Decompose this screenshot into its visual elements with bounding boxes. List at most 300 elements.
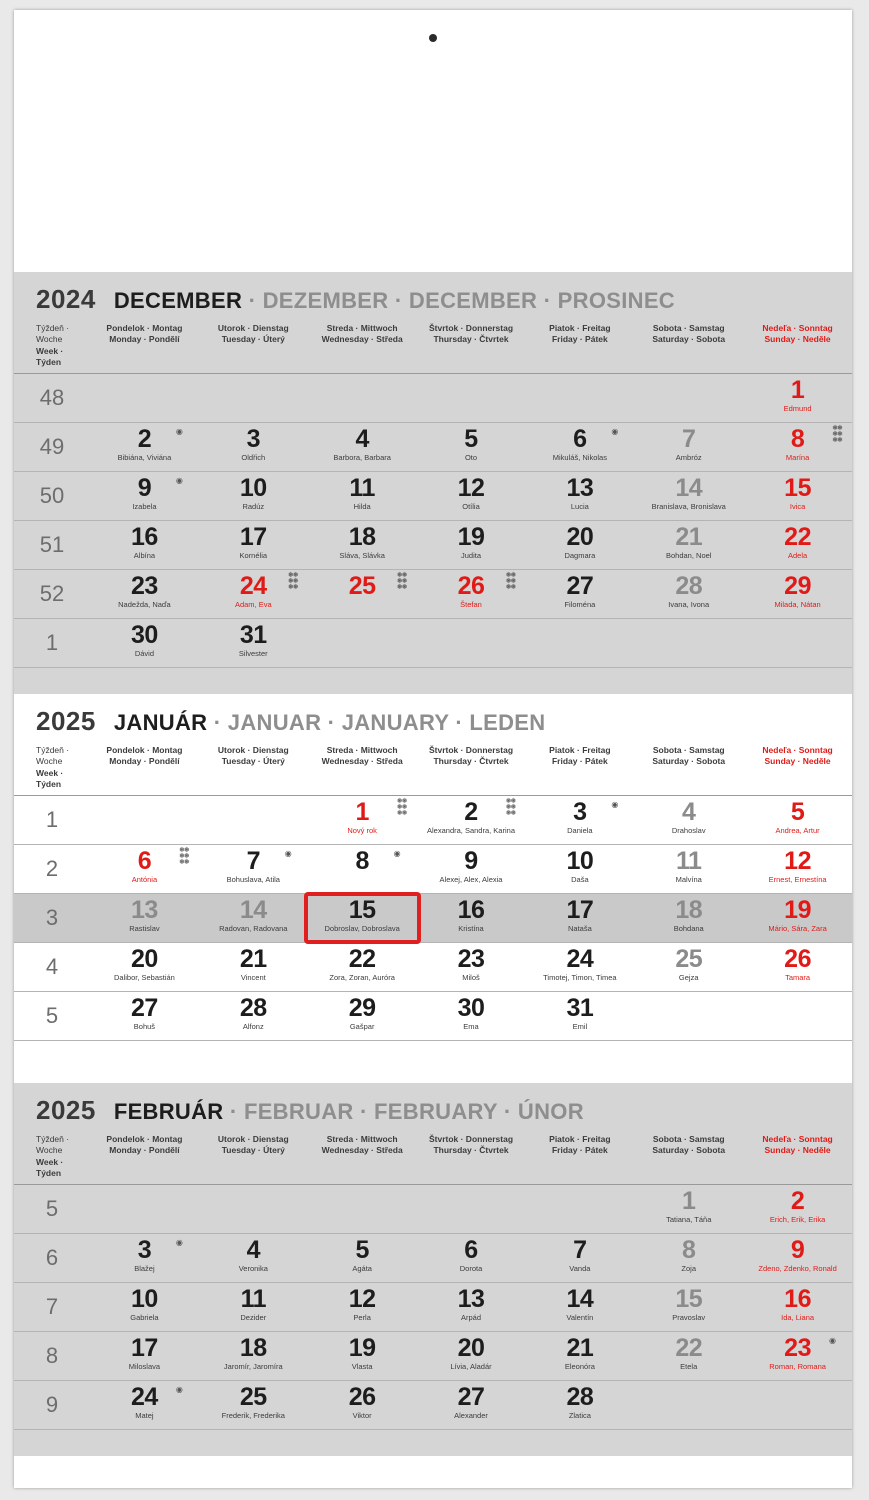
- day-cell[interactable]: [634, 894, 743, 942]
- name-day-label: Barbora, Barbara: [333, 453, 391, 463]
- month-separator: [14, 1067, 852, 1083]
- name-day-label: Nový rok: [347, 826, 377, 835]
- week-number: 9: [45, 1391, 59, 1417]
- week-number: 5: [45, 1002, 59, 1028]
- name-day-label: Drahoslav: [671, 826, 706, 835]
- day-cell[interactable]: [634, 796, 743, 844]
- name-day-label: Tatiana, Táňa: [666, 1214, 712, 1224]
- day-cell[interactable]: [417, 894, 526, 942]
- day-number: 31: [566, 993, 594, 1022]
- name-day-label: Erich, Erik, Erika: [769, 1214, 826, 1224]
- month-name-translations: · FEBRUAR · FEBRUARY · ÚNOR: [229, 1098, 584, 1124]
- weekday-header-4: [417, 323, 526, 369]
- day-cell[interactable]: [90, 570, 199, 618]
- day-cell[interactable]: [90, 943, 199, 991]
- month-name-list: [114, 288, 675, 314]
- name-day-label: Miloš: [462, 973, 480, 982]
- day-cell-empty: [743, 1381, 852, 1429]
- day-cell[interactable]: [308, 1332, 417, 1380]
- day-cell[interactable]: [308, 472, 417, 520]
- name-day-label: Veronika: [238, 1263, 268, 1273]
- month-title: [14, 694, 852, 745]
- day-cell[interactable]: [90, 423, 199, 471]
- day-number: 21: [239, 944, 267, 973]
- name-day-label: Rastislav: [129, 924, 160, 933]
- day-cell-empty: [199, 374, 308, 422]
- month-title: [14, 1083, 852, 1134]
- day-number: 28: [566, 1382, 594, 1411]
- day-number: 6: [573, 424, 587, 453]
- week-number: 1: [45, 629, 59, 655]
- day-cell[interactable]: [308, 521, 417, 569]
- month-name-primary: FEBRUÁR: [113, 1098, 224, 1124]
- day-number: 15: [348, 895, 376, 924]
- day-cell[interactable]: [634, 1185, 743, 1233]
- moon-phase-icon: ◉: [175, 1384, 183, 1394]
- day-number: 22: [675, 1333, 703, 1362]
- name-day-label: Gabriela: [130, 1312, 159, 1322]
- name-day-label: Viktor: [352, 1410, 372, 1420]
- week-number: 48: [39, 384, 65, 410]
- name-day-label: Alexander: [454, 1410, 488, 1420]
- name-day-label: Gejza: [678, 973, 699, 982]
- day-cell[interactable]: [525, 1283, 634, 1331]
- day-number: 20: [457, 1333, 485, 1362]
- weekday-line1: Pondelok · Montag: [106, 744, 183, 755]
- day-cell[interactable]: [308, 943, 417, 991]
- moon-phase-icon: ◉: [829, 1335, 837, 1345]
- name-day-label: Vincent: [240, 973, 266, 982]
- name-day-label: Eleonóra: [564, 1361, 595, 1371]
- day-cell[interactable]: [90, 1381, 199, 1429]
- day-cell[interactable]: [743, 1332, 852, 1380]
- day-cell[interactable]: [743, 1185, 852, 1233]
- week-row: [14, 1185, 852, 1234]
- day-cell[interactable]: [417, 521, 526, 569]
- day-cell[interactable]: [634, 1332, 743, 1380]
- snowflake-icon: ❅❅ ❅❅ ❅❅: [396, 797, 407, 817]
- weekday-header-2: [199, 1134, 308, 1180]
- name-day-label: Alexandra, Sandra, Karina: [427, 826, 515, 835]
- day-cell[interactable]: [417, 1283, 526, 1331]
- name-day-label: Mário, Sára, Zara: [768, 924, 827, 933]
- day-cell[interactable]: [525, 570, 634, 618]
- weekday-line2: Monday · Pondělí: [109, 1145, 180, 1156]
- day-cell[interactable]: [90, 845, 199, 893]
- week-number: 6: [45, 1244, 59, 1270]
- week-row: [14, 423, 852, 472]
- name-day-label: Edmund: [783, 404, 812, 414]
- day-cell[interactable]: [90, 619, 199, 667]
- weekday-line2: Friday · Pátek: [551, 756, 608, 767]
- day-number: 1: [682, 1186, 696, 1215]
- name-day-label: Pravoslav: [672, 1312, 706, 1322]
- month-block: [14, 272, 852, 694]
- day-number: 19: [784, 895, 811, 924]
- weekday-line1: Sobota · Samstag: [652, 1133, 725, 1144]
- day-cell[interactable]: [743, 943, 852, 991]
- day-cell[interactable]: [308, 845, 417, 893]
- weekday-header-4: [417, 1134, 526, 1180]
- name-day-label: Sláva, Slávka: [339, 551, 385, 561]
- day-cell[interactable]: [199, 472, 308, 520]
- day-cell-empty: [199, 1185, 308, 1233]
- weekday-line2: Tuesday · Úterý: [221, 1145, 285, 1156]
- week-number: 51: [39, 531, 65, 557]
- day-cell-empty: [743, 992, 852, 1040]
- name-day-label: Bohdan, Noel: [666, 551, 712, 561]
- day-number: 10: [131, 1284, 158, 1313]
- day-number: 14: [675, 473, 703, 502]
- day-number: 7: [246, 846, 260, 875]
- day-number: 21: [566, 1333, 594, 1362]
- day-cell[interactable]: [90, 992, 199, 1040]
- weekday-line1: Sobota · Samstag: [652, 744, 725, 755]
- day-cell[interactable]: [417, 1234, 526, 1282]
- day-cell[interactable]: [417, 1332, 526, 1380]
- day-cell-empty: [743, 619, 852, 667]
- weekday-line2: Saturday · Sobota: [652, 334, 726, 345]
- day-number: 1: [355, 797, 369, 826]
- day-number: 3: [246, 424, 260, 453]
- name-day-label: Nadežda, Naďa: [118, 600, 171, 610]
- weekday-line1: Utorok · Dienstag: [217, 744, 289, 755]
- day-cell[interactable]: [90, 521, 199, 569]
- day-cell[interactable]: [199, 521, 308, 569]
- month-name-primary: DECEMBER: [113, 288, 243, 313]
- name-day-label: Ivica: [789, 502, 806, 512]
- week-number: 7: [45, 1293, 59, 1319]
- month-name-translations: · JANUAR · JANUARY · LEDEN: [213, 709, 546, 735]
- day-number: 15: [784, 473, 811, 502]
- day-cell[interactable]: [308, 1234, 417, 1282]
- day-cell[interactable]: [308, 1381, 417, 1429]
- week-row: [14, 1283, 852, 1332]
- month-year: 2025: [36, 1094, 96, 1125]
- day-number: 19: [348, 1333, 376, 1362]
- month-name-translations: · DEZEMBER · DECEMBER · PROSINEC: [248, 288, 675, 313]
- day-cell[interactable]: [308, 570, 417, 618]
- day-number: 5: [790, 797, 805, 826]
- week-row: [14, 796, 852, 845]
- weekday-line2: Monday · Pondělí: [109, 756, 180, 767]
- week-row: [14, 472, 852, 521]
- day-cell-empty: [308, 374, 417, 422]
- weekday-line2: Tuesday · Úterý: [221, 756, 285, 767]
- week-header-line2: Week · Týden: [36, 1156, 64, 1179]
- week-row: [14, 894, 852, 943]
- day-number: 30: [131, 620, 158, 649]
- name-day-label: Izabela: [132, 502, 157, 512]
- day-cell[interactable]: [417, 472, 526, 520]
- day-cell[interactable]: [743, 1234, 852, 1282]
- day-number: 23: [457, 944, 485, 973]
- day-cell[interactable]: [525, 423, 634, 471]
- name-day-label: Ernest, Ernestína: [768, 875, 827, 884]
- name-day-label: Zlatica: [568, 1410, 591, 1420]
- name-day-label: Lívia, Aladár: [450, 1361, 492, 1371]
- name-day-label: Vanda: [569, 1263, 591, 1273]
- week-row: [14, 619, 852, 668]
- day-cell[interactable]: [417, 845, 526, 893]
- weekday-line1: Štvrtok · Donnerstag: [428, 1133, 514, 1144]
- name-day-label: Albína: [133, 551, 156, 561]
- name-day-label: Bohuslava, Atila: [226, 875, 280, 884]
- day-number: 17: [131, 1333, 158, 1362]
- weekday-header-1: [90, 1134, 199, 1180]
- weekday-line1: Streda · Mittwoch: [326, 744, 398, 755]
- name-day-label: Tamara: [785, 973, 811, 982]
- weekday-line1: Utorok · Dienstag: [217, 323, 289, 333]
- day-cell[interactable]: [634, 943, 743, 991]
- day-number: 20: [131, 944, 158, 973]
- day-number: 8: [682, 1235, 696, 1264]
- day-cell-empty: [525, 619, 634, 667]
- name-day-label: Alfonz: [242, 1022, 264, 1031]
- day-cell[interactable]: [743, 1283, 852, 1331]
- day-cell[interactable]: [525, 1234, 634, 1282]
- week-header-line2: Week · Týden: [36, 345, 64, 368]
- name-day-label: Kristína: [458, 924, 484, 933]
- name-day-label: Kornélia: [239, 551, 268, 561]
- moon-phase-icon: ◉: [284, 848, 292, 858]
- name-day-label: Ambróz: [675, 453, 702, 463]
- day-number: 20: [566, 522, 594, 551]
- day-number: 18: [348, 522, 376, 551]
- day-number: 17: [239, 522, 267, 551]
- day-number: 27: [131, 993, 158, 1022]
- day-cell[interactable]: [308, 423, 417, 471]
- day-cell-empty: [634, 1381, 743, 1429]
- name-day-label: Oldřich: [241, 453, 266, 463]
- moon-phase-icon: ◉: [175, 426, 183, 436]
- day-cell[interactable]: [199, 1283, 308, 1331]
- day-cell[interactable]: [308, 796, 417, 844]
- week-number: 3: [45, 904, 59, 930]
- day-cell[interactable]: [634, 521, 743, 569]
- week-row: [14, 1234, 852, 1283]
- day-cell-empty: [90, 1185, 199, 1233]
- day-cell[interactable]: [308, 1283, 417, 1331]
- week-row: [14, 374, 852, 423]
- day-cell[interactable]: [308, 894, 417, 942]
- day-cell[interactable]: [634, 423, 743, 471]
- name-day-label: Adam, Eva: [234, 600, 272, 610]
- week-row: [14, 943, 852, 992]
- day-cell[interactable]: [525, 521, 634, 569]
- day-cell[interactable]: [417, 796, 526, 844]
- moon-phase-icon: ◉: [175, 475, 183, 485]
- weekday-header-6: [634, 745, 743, 791]
- weekday-line1: Štvrtok · Donnerstag: [428, 323, 514, 333]
- name-day-label: Frederik, Frederika: [221, 1410, 285, 1420]
- day-cell[interactable]: [525, 1381, 634, 1429]
- day-cell[interactable]: [743, 845, 852, 893]
- month-block: [14, 694, 852, 1067]
- day-cell[interactable]: [525, 992, 634, 1040]
- day-cell[interactable]: [417, 1381, 526, 1429]
- day-number: 9: [137, 473, 152, 502]
- day-cell[interactable]: [634, 570, 743, 618]
- day-cell[interactable]: [743, 894, 852, 942]
- day-cell[interactable]: [90, 1283, 199, 1331]
- day-number: 2: [137, 424, 152, 453]
- day-cell[interactable]: [525, 1332, 634, 1380]
- name-day-label: Jaromír, Jaromíra: [223, 1361, 283, 1371]
- day-number: 11: [676, 846, 702, 875]
- name-day-label: Arpád: [461, 1312, 482, 1322]
- day-number: 2: [790, 1186, 805, 1215]
- name-day-label: Valentín: [566, 1312, 594, 1322]
- day-cell[interactable]: [525, 943, 634, 991]
- day-cell[interactable]: [634, 1283, 743, 1331]
- day-cell[interactable]: [199, 1234, 308, 1282]
- day-cell[interactable]: [525, 894, 634, 942]
- day-cell[interactable]: [199, 943, 308, 991]
- weekday-header-6: [634, 1134, 743, 1180]
- week-number: 50: [39, 482, 65, 508]
- name-day-label: Dobroslav, Dobroslava: [324, 924, 400, 933]
- day-cell[interactable]: [199, 992, 308, 1040]
- weekday-header-5: [525, 1134, 634, 1180]
- day-cell[interactable]: [743, 570, 852, 618]
- day-cell[interactable]: [90, 894, 199, 942]
- name-day-label: Ema: [463, 1022, 479, 1031]
- weekday-header-7: [743, 745, 852, 791]
- day-number: 29: [348, 993, 376, 1022]
- day-number: 13: [457, 1284, 485, 1313]
- day-number: 7: [573, 1235, 587, 1264]
- name-day-label: Bohdana: [673, 924, 704, 933]
- day-cell[interactable]: [743, 521, 852, 569]
- day-number: 17: [566, 895, 594, 924]
- name-day-label: Daniela: [567, 826, 593, 835]
- day-number: 26: [457, 571, 485, 600]
- day-cell[interactable]: [199, 423, 308, 471]
- day-cell[interactable]: [525, 845, 634, 893]
- name-day-label: Silvester: [238, 649, 268, 659]
- weekday-line2: Saturday · Sobota: [652, 756, 726, 767]
- snowflake-icon: ❅❅ ❅❅ ❅❅: [178, 846, 189, 866]
- name-day-label: Radúz: [242, 502, 265, 512]
- day-number: 6: [464, 1235, 478, 1264]
- day-cell[interactable]: [90, 1234, 199, 1282]
- weekday-line2: Wednesday · Středa: [321, 756, 403, 767]
- weekday-header-1: [90, 323, 199, 369]
- day-cell-empty: [634, 374, 743, 422]
- day-cell[interactable]: [199, 845, 308, 893]
- weekday-line2: Wednesday · Středa: [321, 1145, 403, 1156]
- day-number: 13: [566, 473, 594, 502]
- day-cell[interactable]: [199, 619, 308, 667]
- day-cell[interactable]: [525, 472, 634, 520]
- weekday-line1: Piatok · Freitag: [549, 323, 611, 333]
- weekday-line2: Thursday · Čtvrtek: [433, 334, 509, 345]
- weekday-header-row: [14, 1134, 852, 1185]
- name-day-label: Otília: [462, 502, 480, 512]
- week-column-header: [14, 1134, 90, 1180]
- day-number: 11: [349, 473, 375, 502]
- month-footer-space: [14, 1041, 852, 1067]
- day-cell[interactable]: [743, 374, 852, 422]
- day-number: 3: [573, 797, 587, 826]
- month-year: 2024: [36, 284, 96, 314]
- day-cell[interactable]: [199, 570, 308, 618]
- day-number: 19: [457, 522, 485, 551]
- name-day-label: Agáta: [352, 1263, 372, 1273]
- name-day-label: Judita: [461, 551, 482, 561]
- name-day-label: Nataša: [567, 924, 592, 933]
- month-footer-space: [14, 668, 852, 694]
- day-cell[interactable]: [90, 472, 199, 520]
- day-cell[interactable]: [417, 992, 526, 1040]
- name-day-label: Roman, Romana: [769, 1361, 826, 1371]
- week-number: 8: [45, 1342, 59, 1368]
- day-cell[interactable]: [525, 796, 634, 844]
- moon-phase-icon: ◉: [393, 848, 401, 858]
- week-number: 49: [39, 433, 65, 459]
- name-day-label: Branislava, Bronislava: [651, 502, 726, 512]
- weekday-header-7: [743, 323, 852, 369]
- day-number: 7: [682, 424, 696, 453]
- day-cell-empty: [525, 1185, 634, 1233]
- weekday-header-row: [14, 745, 852, 796]
- day-number: 24: [566, 944, 594, 973]
- day-cell[interactable]: [743, 423, 852, 471]
- day-cell[interactable]: [417, 423, 526, 471]
- day-number: 29: [784, 571, 811, 600]
- day-cell[interactable]: [199, 894, 308, 942]
- weekday-header-3: [308, 745, 417, 791]
- day-cell[interactable]: [199, 1332, 308, 1380]
- snowflake-icon: ❅❅ ❅❅ ❅❅: [505, 571, 516, 591]
- weekday-header-7: [743, 1134, 852, 1180]
- day-cell[interactable]: [417, 570, 526, 618]
- day-cell[interactable]: [634, 472, 743, 520]
- name-day-label: Timotej, Timon, Timea: [543, 973, 617, 982]
- day-number: 9: [464, 846, 478, 875]
- day-number: 6: [137, 846, 152, 875]
- day-cell[interactable]: [199, 1381, 308, 1429]
- day-number: 22: [784, 522, 811, 551]
- day-number: 4: [355, 424, 369, 453]
- week-header-line1: Týždeň · Woche: [36, 323, 70, 345]
- month-name-primary: JANUÁR: [113, 709, 208, 735]
- weekday-line1: Pondelok · Montag: [106, 323, 183, 333]
- day-cell[interactable]: [417, 943, 526, 991]
- day-cell[interactable]: [308, 992, 417, 1040]
- day-cell[interactable]: [634, 845, 743, 893]
- weekday-header-2: [199, 745, 308, 791]
- moon-phase-icon: ◉: [611, 799, 619, 809]
- weekday-line2: Sunday · Neděle: [764, 1145, 831, 1156]
- weekday-line2: Tuesday · Úterý: [221, 334, 285, 345]
- day-cell[interactable]: [90, 1332, 199, 1380]
- week-header-line1: Týždeň · Woche: [36, 744, 70, 767]
- day-number: 3: [137, 1235, 152, 1264]
- day-number: 2: [464, 797, 478, 826]
- day-number: 8: [790, 424, 805, 453]
- day-cell[interactable]: [743, 472, 852, 520]
- day-number: 28: [239, 993, 267, 1022]
- day-number: 31: [239, 620, 267, 649]
- day-cell[interactable]: [743, 796, 852, 844]
- name-day-label: Dagmara: [564, 551, 596, 561]
- weekday-line1: Nedeľa · Sonntag: [762, 744, 833, 755]
- header-blank-area: [14, 10, 852, 272]
- day-number: 24: [131, 1382, 158, 1411]
- day-cell[interactable]: [634, 1234, 743, 1282]
